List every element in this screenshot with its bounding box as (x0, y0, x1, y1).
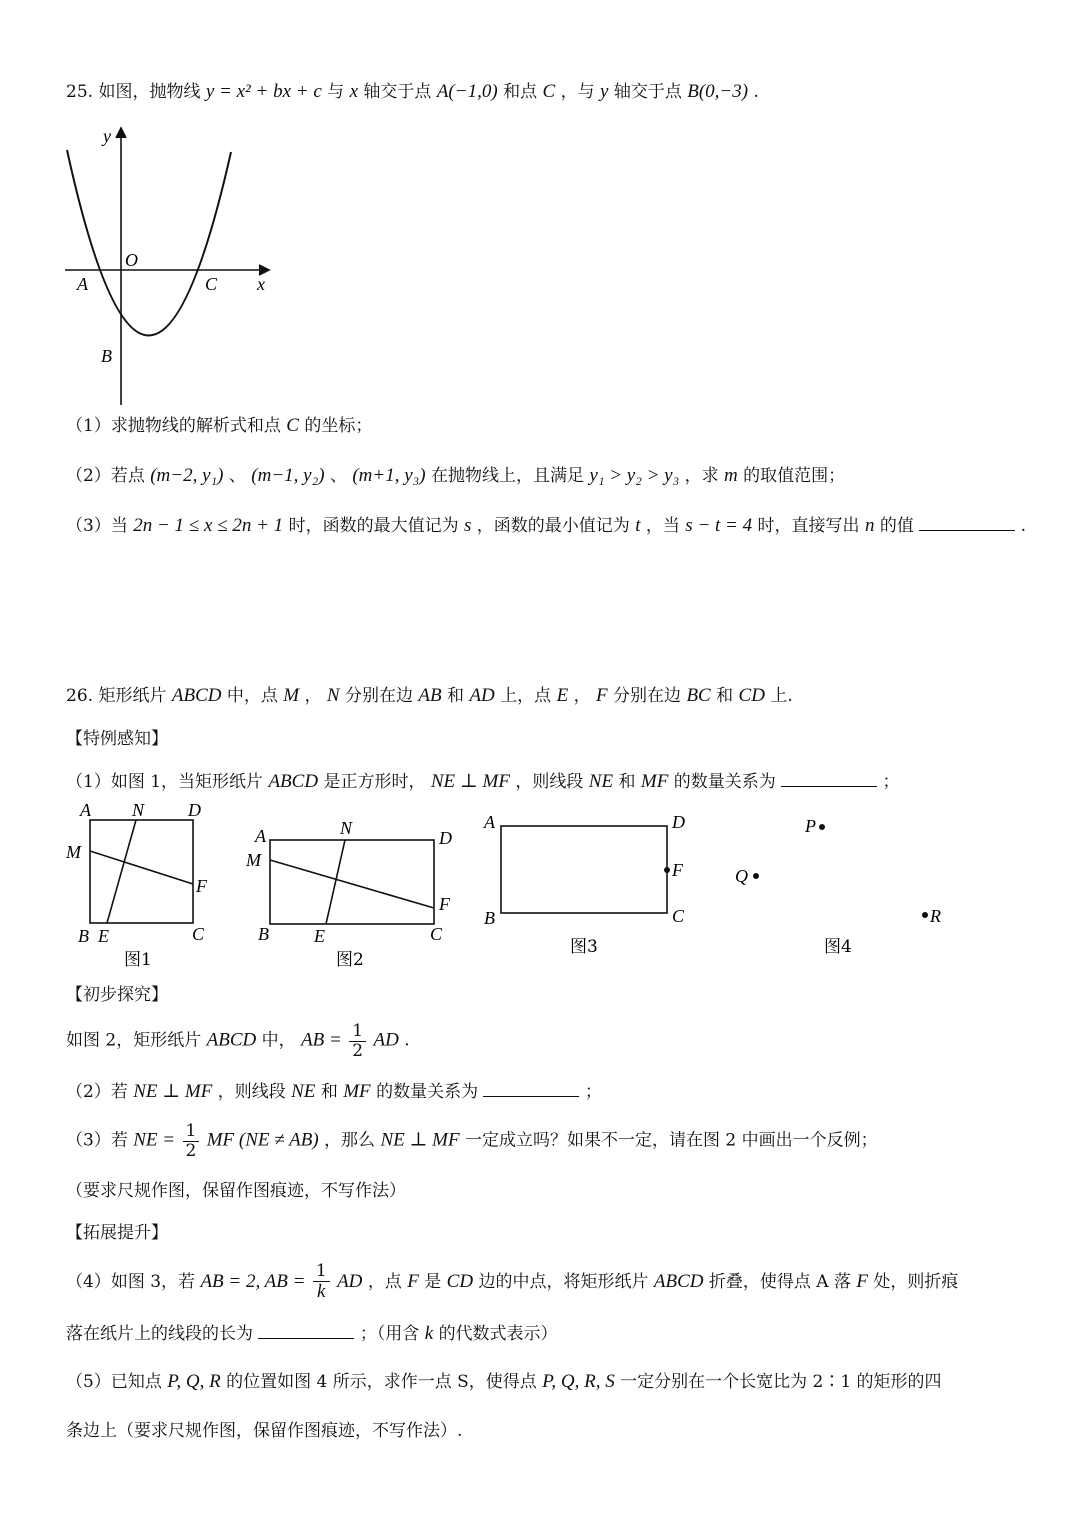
fig1-label-A: A (80, 800, 91, 820)
fraction: $\frac{1}{k}$ (313, 1262, 330, 1303)
fig4-point-Q (753, 873, 759, 879)
fig1-label-E: E (98, 926, 109, 946)
fig3-label-A: A (484, 812, 495, 832)
fig2-caption: 图2 (336, 950, 364, 970)
fig1-label-C: C (192, 924, 205, 944)
fig3-label-C: C (672, 906, 685, 926)
fig2-segment-MF (270, 860, 434, 908)
label-A: A (77, 274, 88, 294)
fig2-label-N: N (340, 818, 353, 838)
fig3-label-D: D (672, 812, 685, 832)
label-y: y (103, 126, 111, 146)
answer-blank[interactable] (483, 1095, 579, 1097)
fraction: $\frac{1}{2}$ (183, 1122, 200, 1160)
q26-part3: （3）若 NE = $\frac{1}{2}$ MF (NE ≠ AB) ，那么 NE ⊥ MF 一定成立吗？如果不一定，请在图 2 中画出一个反例； (66, 1121, 878, 1161)
answer-blank[interactable] (258, 1337, 354, 1339)
fig3-label-F: F (672, 860, 683, 880)
fig1-label-F: F (196, 876, 207, 896)
fig1-square (90, 820, 193, 923)
fig4-point-P (819, 824, 825, 830)
q26-part1: （1）如图 1，当矩形纸片 ABCD 是正方形时， NE ⊥ MF ，则线段 NE 和 MF 的数量关系为 ； (66, 771, 900, 792)
q25-part2: （2）若点 (m−2, y₁) 、 (m−1, y₂) 、 (m+1, y₃) 在抛物线上，且满足 y₁ > y₂ > y₃ ，求 m 的取值范围； (66, 465, 846, 486)
fig2-label-A: A (255, 826, 266, 846)
label-B: B (101, 346, 112, 366)
fig2-label-D: D (439, 828, 452, 848)
fraction: $\frac{1}{2}$ (349, 1022, 366, 1060)
parabola-curve (67, 150, 231, 336)
q26-intro: 26. 矩形纸片 ABCD 中，点 M ， N 分别在边 AB 和 AD 上，点 E ， F 分别在边 BC 和 CD 上. (66, 685, 793, 706)
fig2-segment-NE (326, 840, 345, 924)
fig1-segment-NE (107, 820, 136, 923)
q26-part3-note: （要求尺规作图，保留作图痕迹，不写作法） (66, 1181, 406, 1201)
section-preliminary: 【初步探究】 (66, 985, 168, 1005)
q26-intro2: 如图 2，矩形纸片 ABCD 中， AB = $\frac{1}{2}$ AD . (66, 1021, 410, 1061)
fig2-label-C: C (430, 924, 443, 944)
fig3-label-B: B (484, 908, 495, 928)
figures-row (60, 798, 960, 978)
fig2-label-B: B (258, 924, 269, 944)
fig4-point-R (922, 912, 928, 918)
q26-part4-line2: 落在纸片上的线段的长为 ；（用含 k 的代数式表示） (66, 1323, 558, 1344)
q26-part2: （2）若 NE ⊥ MF ，则线段 NE 和 MF 的数量关系为 ； (66, 1081, 602, 1102)
label-C: C (205, 274, 218, 294)
q26-part5-line2: 条边上（要求尺规作图，保留作图痕迹，不写作法）. (66, 1421, 463, 1441)
fig2-label-E: E (314, 926, 325, 946)
label-x: x (257, 274, 265, 294)
section-special-case: 【特例感知】 (66, 729, 168, 749)
answer-blank[interactable] (919, 529, 1015, 531)
q25-intro: 25. 如图，抛物线 y = x² + bx + c 与 x 轴交于点 A(−1,0) 和点 C ，与 y 轴交于点 B(0,−3) . (66, 81, 759, 102)
label-O: O (125, 250, 138, 270)
q25-parabola-graph (55, 120, 285, 410)
fig4-label-R: R (930, 906, 941, 926)
fig1-caption: 图1 (124, 950, 152, 970)
q25-part3: （3）当 2n − 1 ≤ x ≤ 2n + 1 时，函数的最大值记为 s ，函数的最小值记为 t ，当 s − t = 4 时，直接写出 n 的值 . (66, 515, 1027, 536)
answer-blank[interactable] (781, 785, 877, 787)
q25-part1: （1）求抛物线的解析式和点 C 的坐标； (66, 415, 373, 436)
fig2-label-M: M (246, 850, 261, 870)
y-axis-arrow (116, 128, 126, 138)
fig4-label-P: P (805, 816, 816, 836)
fig2-rect (270, 840, 434, 924)
fig1-label-N: N (132, 800, 145, 820)
fig4-label-Q: Q (735, 866, 748, 886)
fig2-label-F: F (439, 894, 450, 914)
q26-part5: （5）已知点 P, Q, R 的位置如图 4 所示，求作一点 S，使得点 P, Q, R, S 一定分别在一个长宽比为 2∶1 的矩形的四 (66, 1371, 942, 1392)
fig4-caption: 图4 (824, 937, 852, 957)
fig1-label-M: M (66, 842, 81, 862)
fig3-point-F (664, 867, 670, 873)
fig1-label-D: D (188, 800, 201, 820)
fig3-rect (501, 826, 667, 913)
fig1-label-B: B (78, 926, 89, 946)
fig1-segment-MF (90, 851, 193, 884)
q26-part4: （4）如图 3，若 AB = 2, AB = $\frac{1}{k}$ AD ，点 F 是 CD 边的中点，将矩形纸片 ABCD 折叠，使得点 A 落 F 处，则折痕 (66, 1261, 959, 1302)
section-extension: 【拓展提升】 (66, 1223, 168, 1243)
fig3-caption: 图3 (570, 937, 598, 957)
